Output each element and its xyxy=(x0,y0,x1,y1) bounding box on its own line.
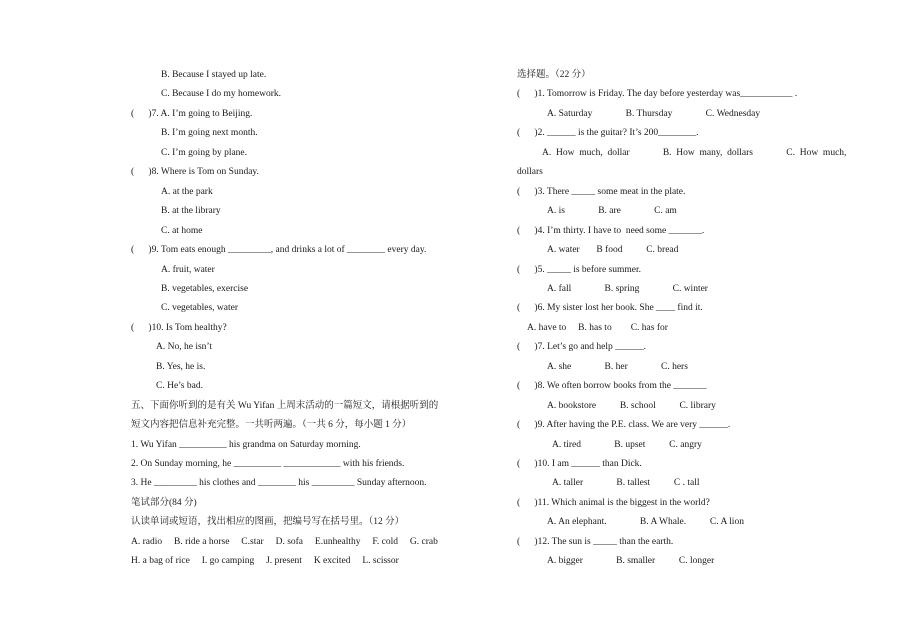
left-line-17: C. He’s bad. xyxy=(156,381,203,392)
left-line-10: ( )9. Tom eats enough _________, and drinks a lot of ________ every day. xyxy=(131,245,427,256)
right-line-15: ( )7. Let’s go and help ______. xyxy=(517,342,647,353)
right-line-26: A. bigger B. smaller C. longer xyxy=(547,556,715,567)
right-line-20: A. tired B. upset C. angry xyxy=(552,439,702,450)
left-line-1: B. Because I stayed up late. xyxy=(161,70,267,80)
right-line-10: A. water B food C. bread xyxy=(547,245,679,256)
left-line-16: B. Yes, he is. xyxy=(156,361,206,372)
right-line-9: ( )4. I’m thirty. I have to need some _______. xyxy=(517,225,705,236)
right-line-13: ( )6. My sister lost her book. She ____ find it. xyxy=(517,303,703,314)
right-line-24: A. An elephant. B. A Whale. C. A lion xyxy=(547,517,744,528)
left-line-13: C. vegetables, water xyxy=(161,303,239,314)
left-line-4: B. I’m going next month. xyxy=(161,128,258,139)
left-line-15: A. No, he isn’t xyxy=(156,342,213,353)
left-line-14: ( )10. Is Tom healthy? xyxy=(131,322,227,333)
right-line-17: ( )8. We often borrow books from the _______ xyxy=(517,381,707,392)
left-line-7: A. at the park xyxy=(161,186,213,197)
right-line-22: A. taller B. tallest C . tall xyxy=(552,478,700,489)
left-line-9: C. at home xyxy=(161,225,203,236)
right-line-3: A. Saturday B. Thursday C. Wednesday xyxy=(547,108,761,119)
left-line-6: ( )8. Where is Tom on Sunday. xyxy=(131,167,259,178)
left-line-25: A. radio B. ride a horse C.star D. sofa E.unhealthy F. cold G. crab xyxy=(131,536,438,547)
right-line-11: ( )5. _____ is before summer. xyxy=(517,264,642,275)
left-line-20: 1. Wu Yifan __________ his grandma on Saturday morning. xyxy=(131,439,361,450)
left-line-23: 笔试部分(84 分) xyxy=(131,497,197,508)
right-line-8: A. is B. are C. am xyxy=(547,206,677,217)
right-line-6: dollars xyxy=(517,167,543,178)
right-line-16: A. she B. her C. hers xyxy=(547,361,688,372)
left-line-12: B. vegetables, exercise xyxy=(161,283,249,294)
right-line-23: ( )11. Which animal is the biggest in the world? xyxy=(517,497,710,508)
left-line-26: H. a bag of rice I. go camping J. present K excited L. scissor xyxy=(131,556,399,567)
left-line-19: 短文内容把信息补充完整。一共听两遍。（一共 6 分，每小题 1 分） xyxy=(131,420,412,431)
right-line-19: ( )9. After having the P.E. class. We are very ______. xyxy=(517,420,731,431)
left-line-21: 2. On Sunday morning, he __________ ____________ with his friends. xyxy=(131,459,405,469)
right-line-7: ( )3. There _____ some meat in the plate. xyxy=(517,186,686,197)
right-line-1: 选择题。（22 分） xyxy=(517,70,591,80)
left-line-24: 认读单词或短语，找出相应的图画，把编号写在括号里。（12 分） xyxy=(131,517,405,528)
right-line-5: A. How much, dollar B. How many, dollars C. How much, xyxy=(542,147,847,158)
right-line-14: A. have to B. has to C. has for xyxy=(527,322,668,333)
left-line-8: B. at the library xyxy=(161,206,221,217)
left-line-18: 五、下面你听到的是有关 Wu Yifan 上周末活动的一篇短文，请根据听到的 xyxy=(131,400,439,411)
right-line-18: A. bookstore B. school C. library xyxy=(547,400,716,411)
left-line-22: 3. He _________ his clothes and ________ his _________ Sunday afternoon. xyxy=(131,478,427,489)
left-line-5: C. I’m going by plane. xyxy=(161,147,248,158)
left-line-3: ( )7. A. I’m going to Beijing. xyxy=(131,108,253,119)
right-line-4: ( )2. ______ is the guitar? It’s 200________. xyxy=(517,128,699,139)
right-line-2: ( )1. Tomorrow is Friday. The day before yesterday was___________ . xyxy=(517,89,798,100)
right-line-21: ( )10. I am ______ than Dick. xyxy=(517,459,642,469)
right-line-25: ( )12. The sun is _____ than the earth. xyxy=(517,536,674,547)
left-line-2: C. Because I do my homework. xyxy=(161,89,282,100)
left-line-11: A. fruit, water xyxy=(161,264,215,275)
right-line-12: A. fall B. spring C. winter xyxy=(547,283,708,294)
